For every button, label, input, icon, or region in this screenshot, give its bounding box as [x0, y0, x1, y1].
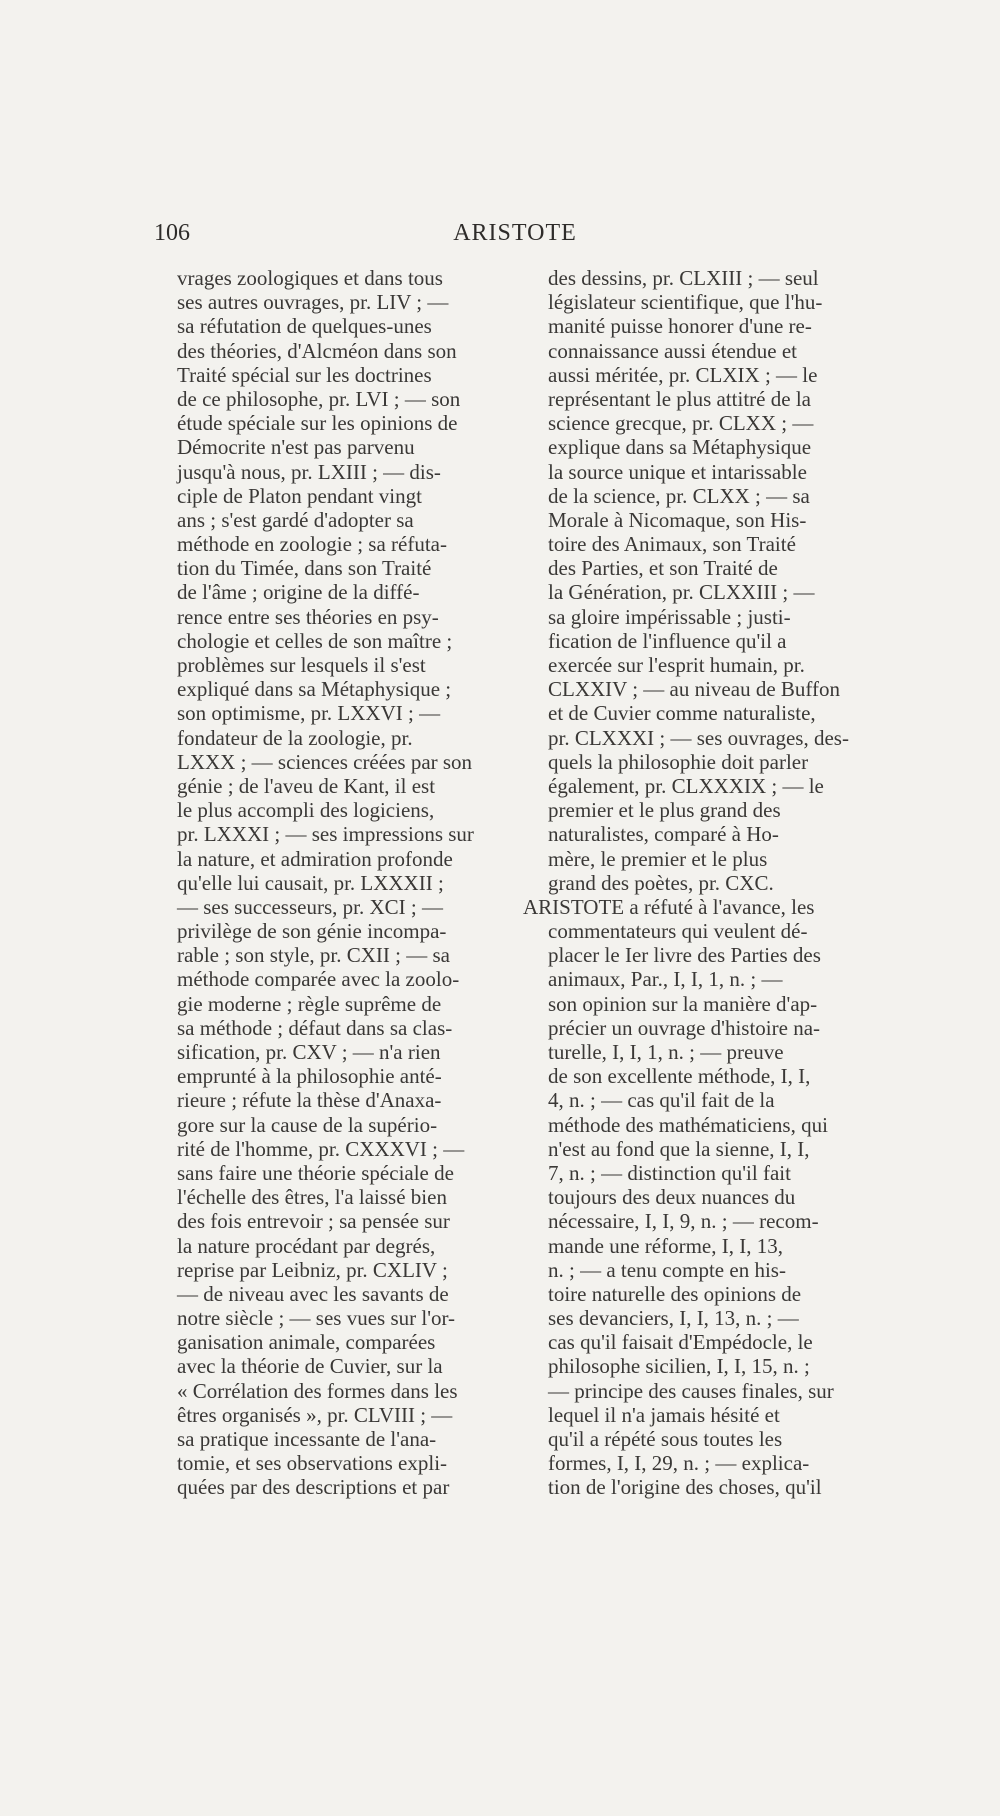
text-line: législateur scientifique, que l'hu-: [548, 290, 823, 315]
text-line: exercée sur l'esprit humain, pr.: [548, 653, 805, 677]
page-number: 106: [154, 220, 190, 246]
text-line: quels la philosophie doit parler: [548, 749, 809, 774]
text-line: 7, n. ; — distinction qu'il fait: [548, 1160, 791, 1185]
text-line: expliqué dans sa Métaphysique ;: [177, 677, 452, 702]
text-line: sification, pr. CXV ; — n'a rien: [177, 1040, 441, 1064]
running-title: ARISTOTE: [453, 220, 577, 246]
text-line: naturalistes, comparé à Ho-: [548, 822, 779, 847]
text-line: toujours des deux nuances du: [548, 1185, 796, 1210]
text-line: placer le Ier livre des Parties des: [548, 943, 821, 968]
text-line: toire des Animaux, son Traité: [548, 532, 796, 557]
text-line: cas qu'il faisait d'Empédocle, le: [548, 1330, 813, 1355]
text-line: 4, n. ; — cas qu'il fait de la: [548, 1088, 775, 1113]
text-line: son optimisme, pr. LXXVI ; —: [177, 701, 441, 726]
text-line: vrages zoologiques et dans tous: [177, 266, 443, 290]
text-line: son opinion sur la manière d'ap-: [548, 991, 818, 1016]
text-line: ses autres ouvrages, pr. LIV ; —: [177, 290, 449, 315]
text-line: représentant le plus attitré de la: [548, 386, 811, 411]
text-line: avec la théorie de Cuvier, sur la: [177, 1354, 443, 1379]
text-line: notre siècle ; — ses vues sur l'or-: [177, 1306, 456, 1331]
text-line: mande une réforme, I, I, 13,: [548, 1233, 783, 1258]
text-line: de l'âme ; origine de la diffé-: [177, 580, 420, 605]
text-line: génie ; de l'aveu de Kant, il est: [177, 773, 436, 798]
text-line: tion du Timée, dans son Traité: [177, 556, 432, 581]
text-line: — de niveau avec les savants de: [177, 1281, 449, 1306]
text-line: de son excellente méthode, I, I,: [548, 1064, 811, 1089]
page-header: [154, 212, 876, 252]
text-line: reprise par Leibniz, pr. CXLIV ;: [177, 1257, 448, 1282]
text-line: des Parties, et son Traité de: [548, 556, 778, 581]
left-column: [177, 266, 489, 1500]
text-line: emprunté à la philosophie anté-: [177, 1064, 442, 1089]
text-line: — ses successeurs, pr. XCI ; —: [177, 894, 443, 919]
text-line: sa réfutation de quelques-unes: [177, 314, 432, 339]
text-line: Morale à Nicomaque, son His-: [548, 507, 807, 532]
text-line: ciple de Platon pendant vingt: [177, 483, 422, 508]
text-line: connaissance aussi étendue et: [548, 338, 797, 363]
text-line: science grecque, pr. CLXX ; —: [548, 411, 814, 436]
text-line: toire naturelle des opinions de: [548, 1281, 802, 1306]
text-line: tomie, et ses observations expli-: [177, 1451, 448, 1476]
text-line: grand des poètes, pr. CXC.: [548, 870, 774, 895]
text-line: ans ; s'est gardé d'adopter sa: [177, 507, 414, 532]
text-line: rence entre ses théories en psy-: [177, 604, 439, 629]
text-line: ses devanciers, I, I, 13, n. ; —: [548, 1306, 799, 1331]
text-line: sa pratique incessante de l'ana-: [177, 1427, 437, 1451]
text-line: méthode en zoologie ; sa réfuta-: [177, 532, 447, 557]
text-line: méthode des mathématiciens, qui: [548, 1112, 828, 1137]
text-line: Démocrite n'est pas parvenu: [177, 435, 415, 460]
text-line: premier et le plus grand des: [548, 798, 781, 823]
text-line: l'échelle des êtres, l'a laissé bien: [177, 1185, 447, 1210]
text-line: commentateurs qui veulent dé-: [548, 919, 808, 944]
text-line: de ce philosophe, pr. LVI ; — son: [177, 386, 461, 411]
text-line: la nature, et admiration profonde: [177, 846, 453, 871]
text-line: fication de l'influence qu'il a: [548, 628, 787, 653]
text-line: chologie et celles de son maître ;: [177, 628, 453, 653]
text-line: sa gloire impérissable ; justi-: [548, 604, 791, 629]
right-column: [523, 266, 866, 1500]
text-line: animaux, Par., I, I, 1, n. ; —: [548, 967, 783, 992]
text-line: quées par des descriptions et par: [177, 1475, 450, 1500]
text-line: ARISTOTE a réfuté à l'avance, les: [523, 894, 815, 919]
text-line: privilège de son génie incompa-: [177, 919, 447, 944]
text-line: nécessaire, I, I, 9, n. ; — recom-: [548, 1209, 819, 1234]
text-line: tion de l'origine des choses, qu'il: [548, 1475, 822, 1500]
text-line: rable ; son style, pr. CXII ; — sa: [177, 943, 450, 968]
text-line: rité de l'homme, pr. CXXXVI ; —: [177, 1136, 465, 1161]
text-line: pr. LXXXI ; — ses impressions sur: [177, 822, 474, 847]
text-line: aussi méritée, pr. CLXIX ; — le: [548, 362, 818, 387]
text-line: méthode comparée avec la zoolo-: [177, 967, 460, 992]
text-line: précier un ouvrage d'histoire na-: [548, 1015, 821, 1040]
text-line: n'est au fond que la sienne, I, I,: [548, 1136, 810, 1161]
text-line: sans faire une théorie spéciale de: [177, 1160, 454, 1185]
text-line: qu'il a répété sous toutes les: [548, 1427, 783, 1451]
text-line: et de Cuvier comme naturaliste,: [548, 701, 816, 726]
text-line: — principe des causes finales, sur: [548, 1378, 834, 1403]
text-line: de la science, pr. CLXX ; — sa: [548, 483, 810, 508]
text-line: également, pr. CLXXXIX ; — le: [548, 773, 824, 798]
text-line: la Génération, pr. CLXXIII ; —: [548, 580, 815, 605]
text-line: explique dans sa Métaphysique: [548, 435, 812, 460]
text-line: fondateur de la zoologie, pr.: [177, 725, 413, 750]
text-line: manité puisse honorer d'une re-: [548, 314, 812, 339]
text-line: « Corrélation des formes dans les: [177, 1378, 458, 1403]
text-line: problèmes sur lesquels il s'est: [177, 653, 426, 677]
text-line: la nature procédant par degrés,: [177, 1233, 436, 1258]
text-line: sa méthode ; défaut dans sa clas-: [177, 1015, 453, 1040]
text-line: rieure ; réfute la thèse d'Anaxa-: [177, 1088, 442, 1113]
text-line: philosophe sicilien, I, I, 15, n. ;: [548, 1354, 810, 1379]
text-line: mère, le premier et le plus: [548, 846, 768, 871]
text-line: des fois entrevoir ; sa pensée sur: [177, 1209, 450, 1234]
text-line: Traité spécial sur les doctrines: [177, 362, 432, 387]
text-line: CLXXIV ; — au niveau de Buffon: [548, 677, 841, 702]
text-line: ganisation animale, comparées: [177, 1330, 436, 1355]
text-line: LXXX ; — sciences créées par son: [177, 749, 473, 774]
text-line: gie moderne ; règle suprême de: [177, 991, 442, 1016]
text-line: gore sur la cause de la supério-: [177, 1112, 438, 1137]
text-line: jusqu'à nous, pr. LXIII ; — dis-: [177, 459, 441, 484]
text-line: formes, I, I, 29, n. ; — explica-: [548, 1451, 810, 1476]
text-line: qu'elle lui causait, pr. LXXXII ;: [177, 870, 444, 895]
text-line: des dessins, pr. CLXIII ; — seul: [548, 266, 819, 290]
text-line: turelle, I, I, 1, n. ; — preuve: [548, 1040, 784, 1064]
text-line: pr. CLXXXI ; — ses ouvrages, des-: [548, 725, 849, 750]
text-line: n. ; — a tenu compte en his-: [548, 1257, 786, 1282]
text-line: le plus accompli des logiciens,: [177, 798, 435, 823]
text-line: lequel il n'a jamais hésité et: [548, 1402, 780, 1427]
text-line: étude spéciale sur les opinions de: [177, 411, 458, 436]
text-line: des théories, d'Alcméon dans son: [177, 338, 457, 363]
text-line: êtres organisés », pr. CLVIII ; —: [177, 1402, 453, 1427]
text-line: la source unique et intarissable: [548, 459, 807, 484]
